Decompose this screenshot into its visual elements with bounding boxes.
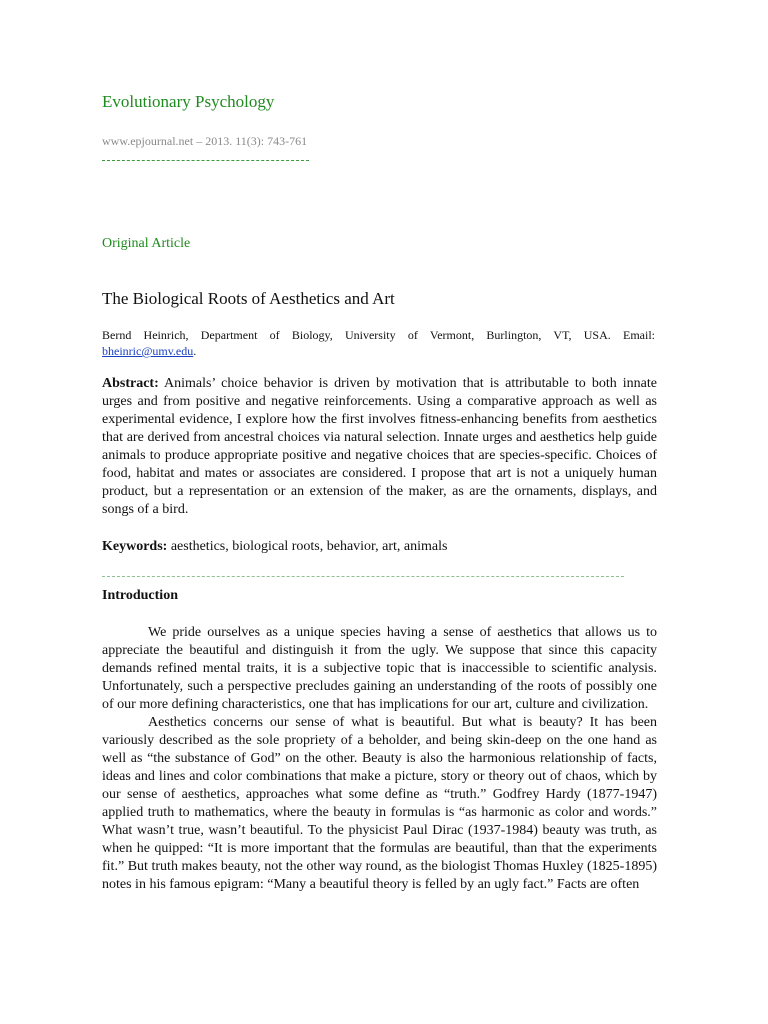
- keywords: [102, 538, 657, 556]
- abstract-text: Animals’ choice behavior is driven by motivation that is attributable to both innate urges and from positive and negative reinforcements. Using a comparative approach as well as experimental evidence, I explore how the first involves fitness-enhancing benefits from aesthetics that are derived from ancestral choices via natural selection. Innate urges and aesthetics help guide animals to produce appropriate positive and negative choices that are species-specific. Choices of food, habitat and mates or associates are considered. I propose that art is not a uniquely human product, but a representation or an extension of the maker, as are the ornaments, displays, and songs of a bird.: [102, 376, 657, 517]
- article-title: The Biological Roots of Aesthetics and Art: [102, 289, 395, 308]
- email-suffix: .: [193, 344, 197, 358]
- paragraph: Aesthetics concerns our sense of what is beautiful. But what is beauty? It has been variously described as the sole propriety of a beholder, and being skin-deep on the one hand as well as “the substance of God” on the other. Beauty is also the harmonious relationship of facts, ideas and lines and color combinations that make a picture, story or theory out of chaos, which by our sense of aesthetics, approaches what some define as “truth.” Godfrey Hardy (1877-1947) applied truth to mathematics, where the beauty in formulas is “as harmonic as color and words.” What wasn’t true, wasn’t beautiful. To the physicist Paul Dirac (1937-1984) beauty was truth, as when he quipped: “It is more important that the formulas are beautiful, than that the experiments fit.” But truth makes beauty, not the other way round, as the biologist Thomas Huxley (1825-1895) notes in his famous epigram: “Many a beautiful theory is felled by an ugly fact.” Facts are often: [102, 715, 657, 892]
- abstract: [102, 375, 657, 519]
- journal-meta: www.epjournal.net – 2013. 11(3): 743-761: [102, 134, 308, 148]
- journal-divider: [102, 160, 309, 161]
- author-email-line: [102, 343, 196, 359]
- author-affiliation: Bernd Heinrich, Department of Biology, University of Vermont, Burlington, VT, USA. Email:: [102, 328, 655, 342]
- journal-title: Evolutionary Psychology: [102, 92, 275, 111]
- keywords-text: aesthetics, biological roots, behavior, art, animals: [167, 539, 448, 554]
- section-divider: [102, 576, 624, 577]
- paragraph: We pride ourselves as a unique species having a sense of aesthetics that allows us to appreciate the beautiful and distinguish it from the ugly. We suppose that since this capacity demands refined mental traits, it is a subjective topic that is inaccessible to scientific analysis. Unfortunately, such a perspective precludes gaining an understanding of the roots of possibly one of our more defining characteristics, one that has implications for our art, culture and civilization.: [102, 625, 657, 712]
- abstract-label: Abstract:: [102, 376, 159, 391]
- keywords-label: Keywords:: [102, 539, 168, 554]
- section-heading-introduction: Introduction: [102, 588, 178, 603]
- article-type: Original Article: [102, 236, 191, 251]
- introduction-body: [102, 624, 657, 894]
- author-email-link[interactable]: bheinric@umv.edu: [102, 344, 194, 358]
